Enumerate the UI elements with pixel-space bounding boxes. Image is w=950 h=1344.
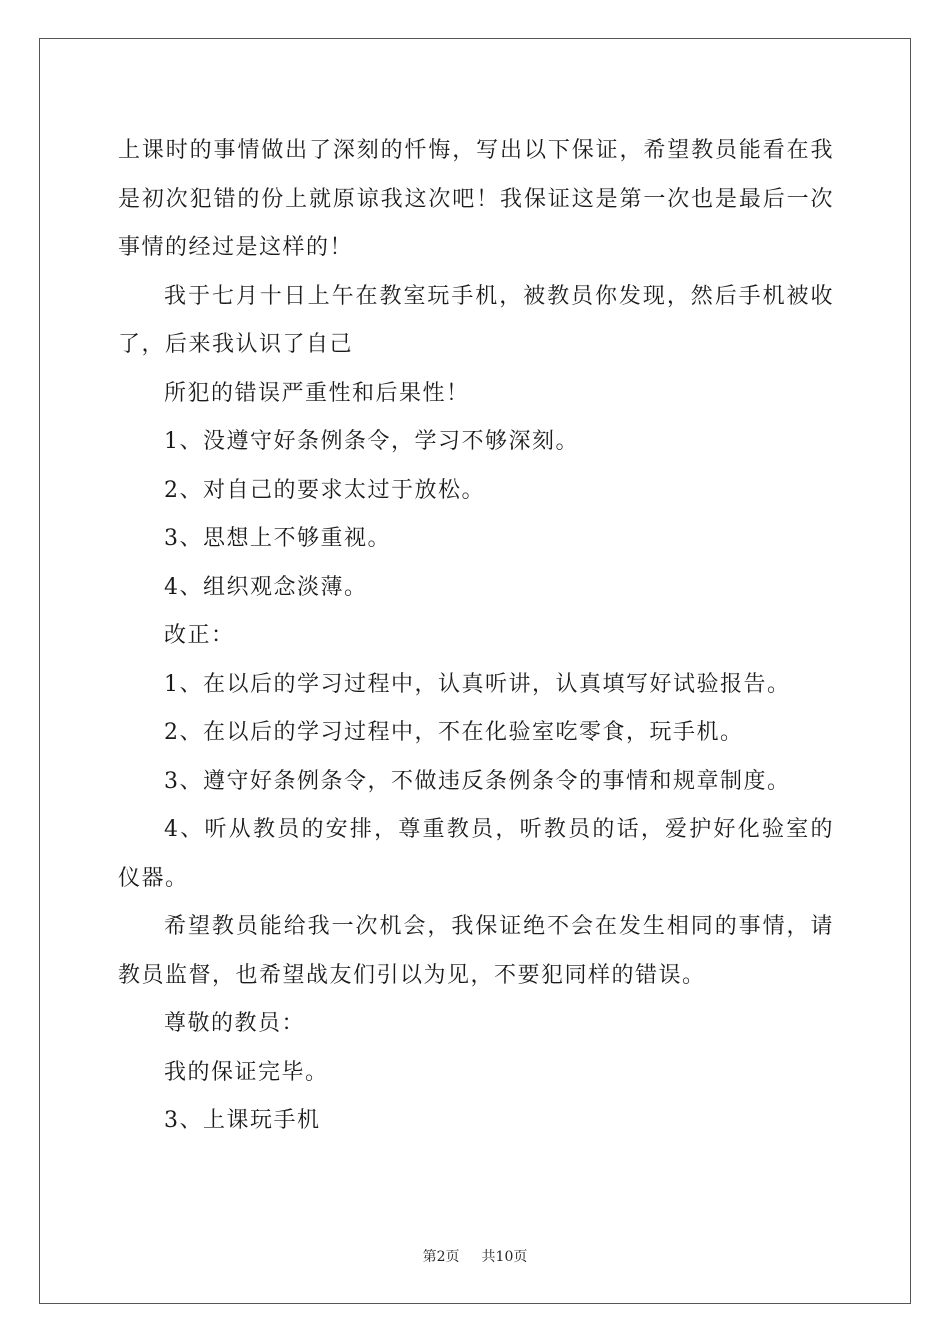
list-item: 1、在以后的学习过程中，认真听讲，认真填写好试验报告。 bbox=[164, 671, 791, 697]
section-heading: 改正： bbox=[164, 623, 235, 648]
paragraph-line: 希望教员能给我一次机会，我保证绝不会在发生相同的事情，请 bbox=[164, 914, 834, 939]
list-item: 3、遵守好条例条令，不做违反条例条令的事情和规章制度。 bbox=[164, 768, 791, 794]
paragraph-line: 所犯的错误严重性和后果性！ bbox=[164, 380, 470, 406]
paragraph-line: 了，后来我认识了自己 bbox=[118, 332, 354, 357]
list-item: 3、思想上不够重视。 bbox=[164, 526, 391, 551]
page-number: 第2页 bbox=[422, 1249, 460, 1265]
list-item: 3、上课玩手机 bbox=[164, 1108, 321, 1133]
paragraph-line: 上课时的事情做出了深刻的忏悔，写出以下保证，希望教员能看在我 bbox=[118, 138, 834, 163]
paragraph-line: 仪器。 bbox=[118, 865, 189, 891]
document-body bbox=[118, 127, 834, 1146]
paragraph-line: 教员监督，也希望战友们引以为见，不要犯同样的错误。 bbox=[118, 962, 706, 988]
closing-line: 我的保证完毕。 bbox=[164, 1059, 329, 1085]
list-item: 1、没遵守好条例条令，学习不够深刻。 bbox=[164, 429, 579, 454]
list-item: 4、听从教员的安排，尊重教员，听教员的话，爱护好化验室的 bbox=[164, 817, 834, 842]
paragraph-line: 是初次犯错的份上就原谅我这次吧！我保证这是第一次也是最后一次 bbox=[118, 186, 834, 212]
list-item: 2、在以后的学习过程中，不在化验室吃零食，玩手机。 bbox=[164, 720, 744, 745]
paragraph-line: 事情的经过是这样的！ bbox=[118, 235, 354, 260]
salutation: 尊敬的教员： bbox=[164, 1011, 306, 1036]
page-total: 共10页 bbox=[481, 1249, 528, 1265]
page-footer bbox=[0, 1246, 950, 1266]
list-item: 2、对自己的要求太过于放松。 bbox=[164, 477, 485, 503]
paragraph-line: 我于七月十日上午在教室玩手机，被教员你发现，然后手机被收 bbox=[164, 283, 834, 309]
list-item: 4、组织观念淡薄。 bbox=[164, 574, 368, 600]
